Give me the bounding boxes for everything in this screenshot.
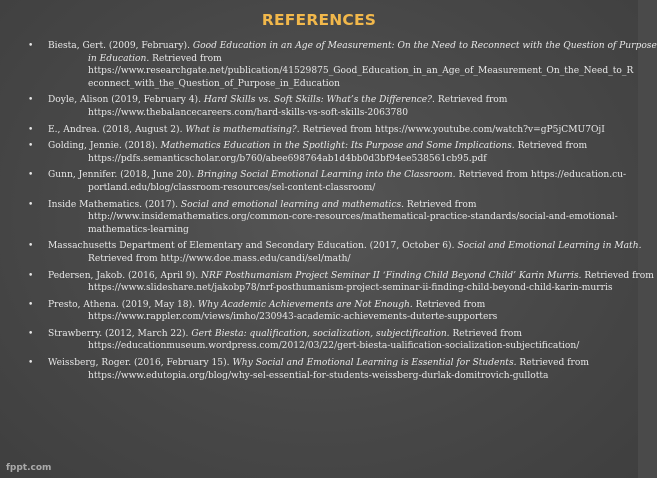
reference-continuation [48,153,618,166]
reference-continuation [48,182,618,195]
reference-item [26,169,627,194]
reference-item [26,40,657,90]
bullet-icon: • [28,170,34,181]
brand-watermark: fppt.com [6,463,52,473]
reference-author: Strawberry. (2012, March 22). [48,328,192,339]
bullet-icon: • [28,241,34,252]
bullet-icon: • [28,270,34,281]
reference-item [26,240,642,265]
reference-continuation [48,107,618,120]
reference-url: econnect_with_the_Question_of_Purpose_in_Education [88,78,340,89]
reference-url: https://www.researchgate.net/publication/41529875_Good_Education_in_an_Age_of_Measurement_On_the_Need_to_R [88,66,634,77]
reference-source: Retrieved from https://education.cu- [455,170,627,181]
reference-first-line [48,169,627,182]
bullet-icon: • [28,95,34,106]
reference-item [26,94,618,119]
reference-first-line [48,94,618,107]
reference-url: https://www.thebalancecareers.com/hard-skills-vs-soft-skills-2063780 [88,107,409,118]
reference-first-line [48,357,618,370]
reference-title: NRF Posthumanism Project Seminar II ‘Finding Child Beyond Child’ Karin Murris. [201,270,582,281]
reference-continuation [48,53,618,66]
reference-author: Doyle, Alison (2019, February 4). [48,95,204,106]
reference-author: Biesta, Gert. (2009, February). [48,41,193,51]
reference-url: mathematics-learning [88,224,189,235]
reference-continuation [48,311,618,324]
reference-title: Bringing Social Emotional Learning into the Classroom. [197,170,456,181]
reference-author: Massachusetts Department of Elementary and Secondary Education. (2017, October 6). [48,241,458,252]
reference-title: Good Education in an Age of Measurement: On the Need to Reconnect with the Question of Purpose [192,41,657,51]
reference-author: Golding, Jennie. (2018). [48,141,161,152]
reference-continuation [48,340,618,353]
reference-first-line [48,270,654,283]
reference-item [26,328,618,353]
bullet-icon: • [28,199,34,210]
reference-first-line [48,40,657,53]
reference-url: https://educationmuseum.wordpress.com/2012/03/22/gert-biesta-ualification-socialization-subjectification/ [88,341,580,352]
reference-source: Retrieved from [434,95,508,106]
reference-item [26,357,618,382]
reference-title: in Education. [88,53,150,64]
bullet-icon: • [28,141,34,152]
reference-title: Mathematics Education in the Spotlight: Its Purpose and Some Implications. [160,141,515,152]
reference-continuation [48,78,618,91]
reference-title: Gert Biesta: qualification, socialization, subjectification. [191,328,450,339]
reference-title: What is mathematising?. [185,124,300,135]
reference-url: https://www.slideshare.net/jakobp78/nrf-posthumanism-project-seminar-ii-finding-child-beyond-child-karin-murris [88,283,613,294]
reference-first-line [48,328,618,341]
reference-author: Gunn, Jennifer. (2018, June 20). [48,170,198,181]
reference-title: Social and Emotional Learning in Math. [457,241,642,252]
reference-source: Retrieved from https://www.youtube.com/watch?v=gP5jCMU7OjI [299,124,605,135]
reference-first-line [48,240,642,253]
bullet-icon: • [28,358,34,369]
reference-list [26,40,657,386]
reference-url: https://www.rappler.com/views/imho/230943-academic-achievements-duterte-supporters [88,312,498,323]
slide-title: REFERENCES [261,11,377,29]
reference-title: Why Academic Achievements are Not Enough. [197,299,413,310]
reference-author: Presto, Athena. (2019, May 18). [48,299,198,310]
bullet-icon: • [28,124,34,135]
reference-continuation [48,211,618,224]
reference-source: Retrieved from [404,199,477,210]
reference-continuation [48,224,618,237]
reference-author: Pedersen, Jakob. (2016, April 9). [48,270,202,281]
reference-title: Hard Skills vs. Soft Skills: What’s the Difference?. [203,95,435,106]
bullet-icon: • [28,299,34,310]
reference-item [26,199,618,237]
reference-url: http://www.insidemathematics.org/common-core-resources/mathematical-practice-standards/social-and-emotional- [88,212,618,223]
reference-first-line [48,140,618,153]
reference-source: Retrieved from [516,358,589,369]
reference-source: Retrieved from [449,328,523,339]
reference-item [26,270,654,295]
reference-source: Retrieved from [514,141,588,152]
reference-author: E., Andrea. (2018, August 2). [48,124,186,135]
reference-item [26,140,618,165]
reference-source: Retrieved from [149,53,222,64]
reference-first-line [48,199,618,212]
reference-author: Weissberg, Roger. (2016, February 15). [48,358,233,369]
reference-url: https://pdfs.semanticscholar.org/b760/abee698764ab1d4bb0d3bf94ee538561cb95.pdf [88,153,487,164]
bullet-icon: • [28,41,34,51]
reference-first-line [48,299,618,312]
reference-continuation [48,370,618,383]
reference-item [26,299,618,324]
reference-url: Retrieved from http://www.doe.mass.edu/candi/sel/math/ [88,253,351,264]
reference-item [26,124,618,137]
reference-source: Retrieved from [581,270,654,281]
reference-url: https://www.edutopia.org/blog/why-sel-essential-for-students-weissberg-durlak-domitrovich-gullotta [88,370,549,381]
reference-url: portland.edu/blog/classroom-resources/sel-content-classroom/ [88,182,376,193]
reference-continuation [48,253,618,266]
reference-author: Inside Mathematics. (2017). [48,199,181,210]
reference-first-line [48,124,618,137]
reference-continuation [48,282,618,295]
reference-title: Why Social and Emotional Learning is Essential for Students. [232,358,517,369]
reference-source: Retrieved from [412,299,486,310]
reference-title: Social and emotional learning and mathematics. [180,199,405,210]
bullet-icon: • [28,328,34,339]
reference-continuation [48,65,634,78]
